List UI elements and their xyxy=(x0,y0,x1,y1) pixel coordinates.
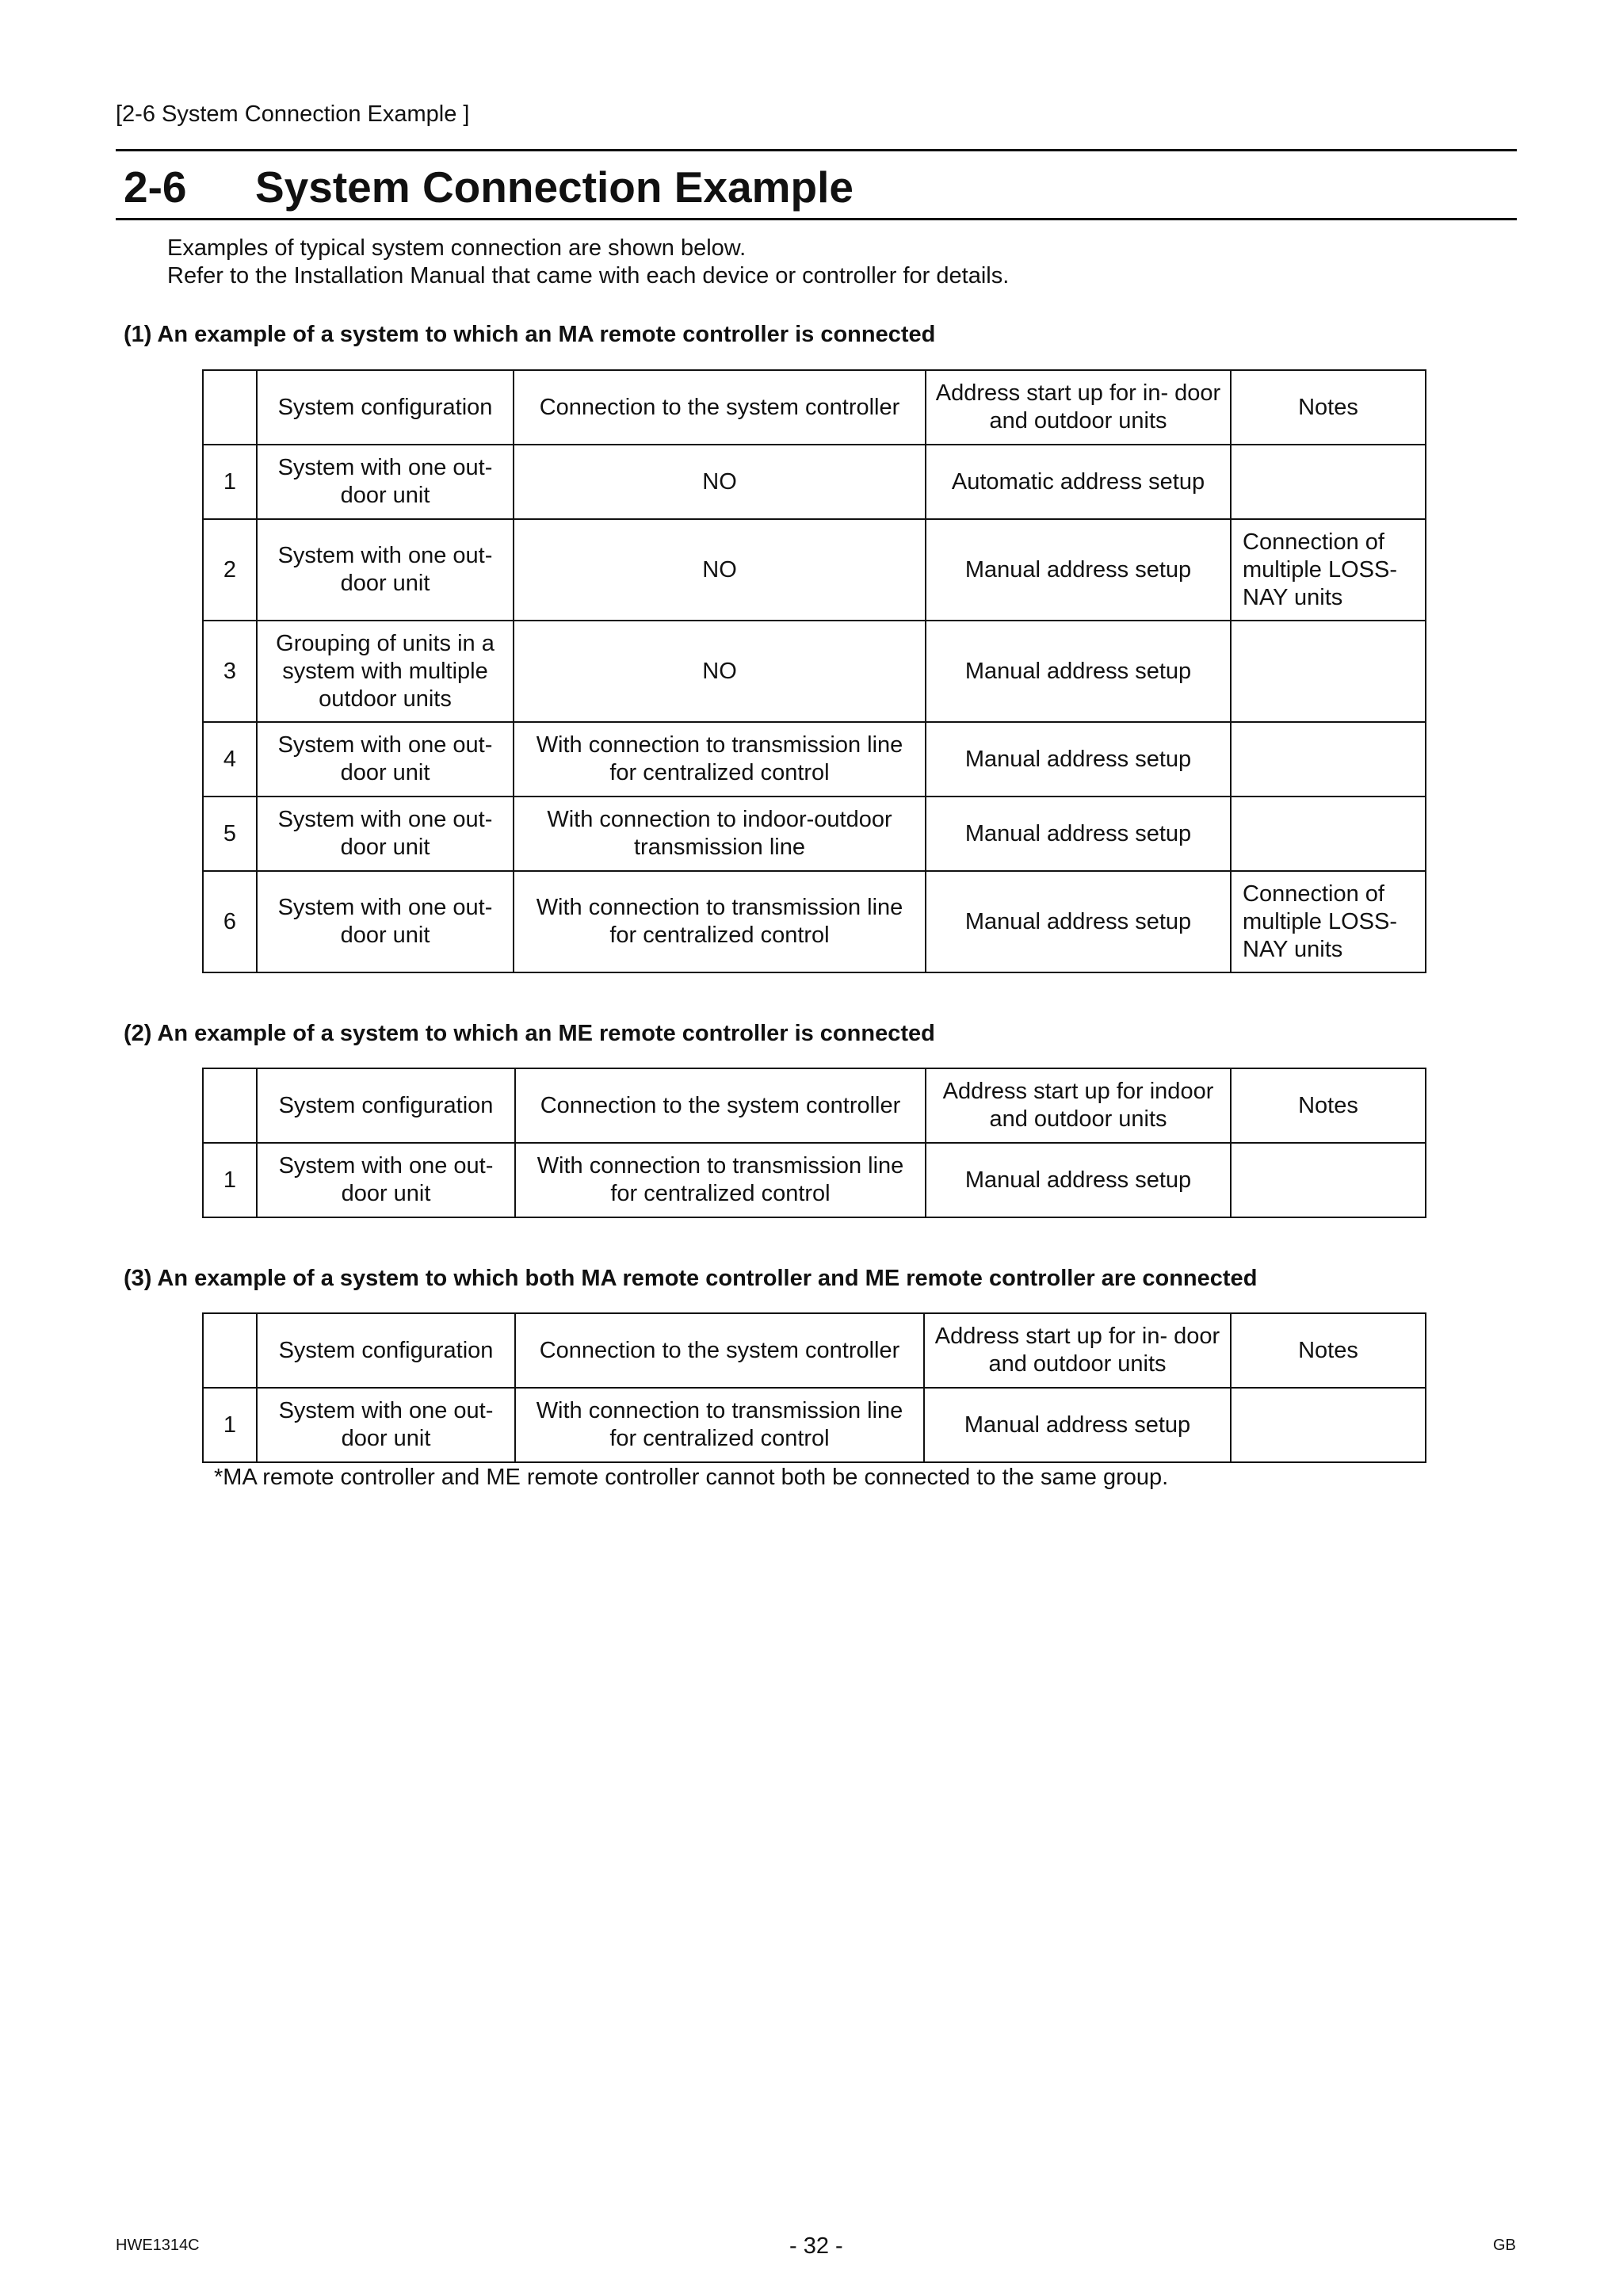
notes-cell xyxy=(1231,445,1426,519)
header-cell: Notes xyxy=(1231,1068,1426,1143)
header-cell: Connection to the system controller xyxy=(514,370,926,445)
address-cell: Manual address setup xyxy=(924,1388,1231,1462)
system-config-cell: System with one out- door unit xyxy=(257,1388,515,1462)
address-cell: Manual address setup xyxy=(926,1143,1231,1217)
table-header-row xyxy=(203,1313,1426,1388)
page-number: - 32 - xyxy=(789,2233,843,2259)
table-1-heading: (1) An example of a system to which an MA remote controller is connected xyxy=(124,322,936,347)
table-row xyxy=(203,871,1426,972)
address-cell: Manual address setup xyxy=(926,871,1231,972)
section-title xyxy=(116,157,1517,217)
header-cell: Connection to the system controller xyxy=(515,1068,926,1143)
header-rule xyxy=(116,149,1517,151)
header-cell: Address start up for in- door and outdoor units xyxy=(924,1313,1231,1388)
intro-text xyxy=(167,235,1009,290)
title-rule xyxy=(116,218,1517,220)
footnote: *MA remote controller and ME remote controller cannot both be connected to the same group. xyxy=(214,1465,1169,1490)
section-title-text: System Connection Example xyxy=(255,162,854,212)
header-cell: System configuration xyxy=(257,1068,515,1143)
notes-cell: Connection of multiple LOSS- NAY units xyxy=(1231,519,1426,621)
address-cell: Manual address setup xyxy=(926,722,1231,797)
table-ma-remote xyxy=(202,369,1426,973)
header-cell: Address start up for indoor and outdoor units xyxy=(926,1068,1231,1143)
table-me-remote xyxy=(202,1068,1426,1218)
table-row xyxy=(203,722,1426,797)
section-number: 2-6 xyxy=(124,162,187,212)
notes-cell xyxy=(1231,1388,1426,1462)
notes-cell xyxy=(1231,621,1426,722)
connection-cell: With connection to transmission line for centralized control xyxy=(515,1143,926,1217)
connection-cell: With connection to indoor-outdoor transmission line xyxy=(514,797,926,871)
table-header-row xyxy=(203,1068,1426,1143)
row-number: 6 xyxy=(203,871,257,972)
table-row xyxy=(203,1388,1426,1462)
system-config-cell: System with one out- door unit xyxy=(257,1143,515,1217)
address-cell: Manual address setup xyxy=(926,519,1231,621)
connection-cell: With connection to transmission line for centralized control xyxy=(514,722,926,797)
connection-cell: NO xyxy=(514,519,926,621)
address-cell: Automatic address setup xyxy=(926,445,1231,519)
address-cell: Manual address setup xyxy=(926,797,1231,871)
header-cell xyxy=(203,370,257,445)
address-cell: Manual address setup xyxy=(926,621,1231,722)
running-header: [2-6 System Connection Example ] xyxy=(116,101,470,127)
connection-cell: NO xyxy=(514,621,926,722)
system-config-cell: Grouping of units in a system with multiple outdoor units xyxy=(257,621,514,722)
region-code: GB xyxy=(1493,2237,1516,2254)
connection-cell: NO xyxy=(514,445,926,519)
system-config-cell: System with one out- door unit xyxy=(257,871,514,972)
table-row xyxy=(203,445,1426,519)
header-cell: Notes xyxy=(1231,1313,1426,1388)
system-config-cell: System with one out- door unit xyxy=(257,797,514,871)
connection-cell: With connection to transmission line for centralized control xyxy=(515,1388,924,1462)
table-row xyxy=(203,1143,1426,1217)
header-cell xyxy=(203,1313,257,1388)
table-header-row xyxy=(203,370,1426,445)
header-cell: System configuration xyxy=(257,370,514,445)
row-number: 2 xyxy=(203,519,257,621)
row-number: 1 xyxy=(203,445,257,519)
header-cell: System configuration xyxy=(257,1313,515,1388)
header-cell: Notes xyxy=(1231,370,1426,445)
header-cell: Connection to the system controller xyxy=(515,1313,924,1388)
table-row xyxy=(203,621,1426,722)
system-config-cell: System with one out- door unit xyxy=(257,445,514,519)
table-3-heading: (3) An example of a system to which both MA remote controller and ME remote controller are connected xyxy=(124,1266,1258,1291)
header-cell: Address start up for in- door and outdoor units xyxy=(926,370,1231,445)
system-config-cell: System with one out- door unit xyxy=(257,519,514,621)
notes-cell xyxy=(1231,797,1426,871)
table-row xyxy=(203,519,1426,621)
notes-cell xyxy=(1231,722,1426,797)
notes-cell: Connection of multiple LOSS- NAY units xyxy=(1231,871,1426,972)
row-number: 4 xyxy=(203,722,257,797)
row-number: 3 xyxy=(203,621,257,722)
row-number: 1 xyxy=(203,1143,257,1217)
table-2-heading: (2) An example of a system to which an ME remote controller is connected xyxy=(124,1021,935,1046)
table-row xyxy=(203,797,1426,871)
system-config-cell: System with one out- door unit xyxy=(257,722,514,797)
connection-cell: With connection to transmission line for centralized control xyxy=(514,871,926,972)
notes-cell xyxy=(1231,1143,1426,1217)
doc-code: HWE1314C xyxy=(116,2237,200,2254)
intro-line: Refer to the Installation Manual that came with each device or controller for details. xyxy=(167,263,1010,288)
intro-line: Examples of typical system connection are shown below. xyxy=(167,235,747,261)
row-number: 5 xyxy=(203,797,257,871)
row-number: 1 xyxy=(203,1388,257,1462)
table-ma-me-remote xyxy=(202,1312,1426,1463)
header-cell xyxy=(203,1068,257,1143)
